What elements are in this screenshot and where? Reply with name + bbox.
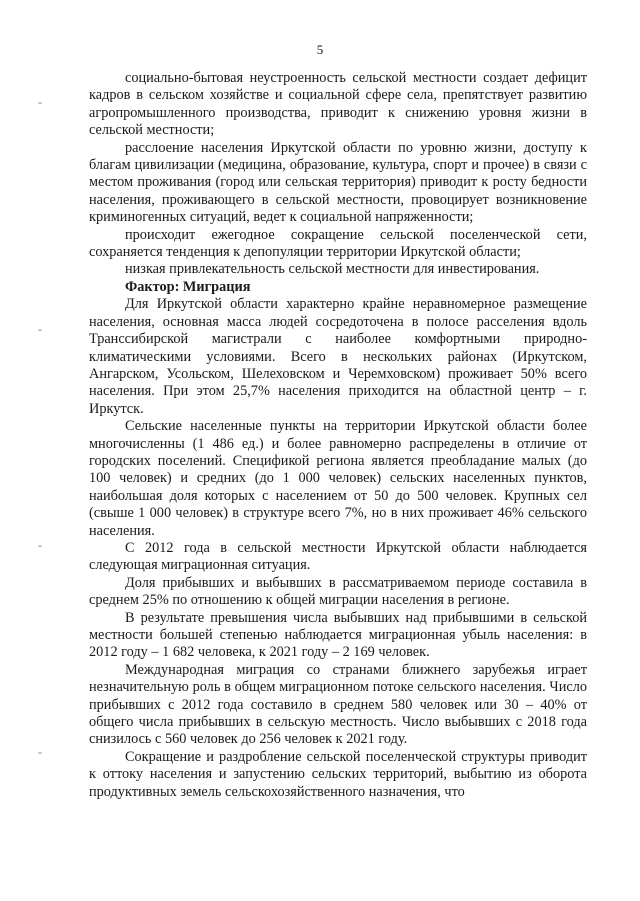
- paragraph-migration-share: Доля прибывших и выбывших в рассматриваемом периоде составила в среднем 25% по отношению к общей миграции населения в регионе.: [89, 574, 587, 609]
- paragraph-investment: низкая привлекательность сельской местности для инвестирования.: [125, 261, 540, 278]
- document-body: [89, 70, 587, 801]
- paragraph-rural-settlements: Сельские населенные пункты на территории Иркутской области более многочисленны (1 486 ед.) и более равномерно распределены в отличие от городских поселений. Спецификой региона является преобладание малых (до 100 человек) и средних (до 1 000 человек) сельских населенных пунктов, наибольшая доля которых с населением от 50 до 500 человек. Крупных сел (свыше 1 000 человек) в структуре всего 7%, но в них проживает 46% сельского населения.: [89, 418, 587, 539]
- page-number: 5: [316, 42, 324, 57]
- paragraph-stratification: расслоение населения Иркутской области по уровню жизни, доступу к благам цивилизации (медицина, образование, культура, спорт и прочее) в связи с местом проживания (город или сельская территория) приводит к росту бедности населения, проживающего в сельской местности, провоцирует возникновение криминогенных ситуаций, ведет к социальной напряженности;: [89, 139, 587, 226]
- section-heading-migration: Фактор: Миграция: [125, 278, 251, 295]
- margin-mark: -: [38, 538, 42, 552]
- margin-mark: -: [38, 322, 42, 336]
- paragraph-migration-loss: В результате превышения числа выбывших над прибывшими в сельской местности большей степенью наблюдается миграционная убыль населения: в 2012 году – 1 682 человека, к 2021 году – 2 169 человек.: [89, 609, 587, 661]
- paragraph-international-migration: Международная миграция со странами ближнего зарубежья играет незначительную роль в общем миграционном потоке сельского населения. Число прибывших с 2012 года составило в среднем 580 человек или 30 – 40% от общего числа прибывших в сельскую местность. Число выбывших с 2018 года снизилось с 560 человек до 256 человек к 2021 году.: [89, 661, 587, 748]
- paragraph-population-distribution: Для Иркутской области характерно крайне неравномерное размещение населения, основная масса людей сосредоточена в полосе расселения вдоль Транссибирской магистрали с наиболее комфортными природно-климатическими условиями. Всего в нескольких районах (Иркутском, Ангарском, Усольском, Шелеховском и Черемховском) проживает 50% всего населения. При этом 25,7% населения приходится на областной центр – г. Иркутск.: [89, 296, 587, 417]
- margin-mark: -: [38, 95, 42, 109]
- paragraph-network-reduction: происходит ежегодное сокращение сельской поселенческой сети, сохраняется тенденция к депопуляции территории Иркутской области;: [89, 226, 587, 261]
- paragraph-settlement-reduction: Сокращение и раздробление сельской поселенческой структуры приводит к оттоку населения и запустению сельских территорий, выбытию из оборота продуктивных земель сельскохозяйственного назначения, что: [89, 748, 587, 800]
- paragraph-rural-disorder: социально-бытовая неустроенность сельской местности создает дефицит кадров в сельском хозяйстве и социальной сфере села, препятствует развитию агропромышленного производства, приводит к снижению уровня жизни в сельской местности;: [89, 70, 587, 139]
- margin-mark: -: [38, 745, 42, 759]
- paragraph-migration-situation: С 2012 года в сельской местности Иркутской области наблюдается следующая миграционная ситуация.: [89, 539, 587, 574]
